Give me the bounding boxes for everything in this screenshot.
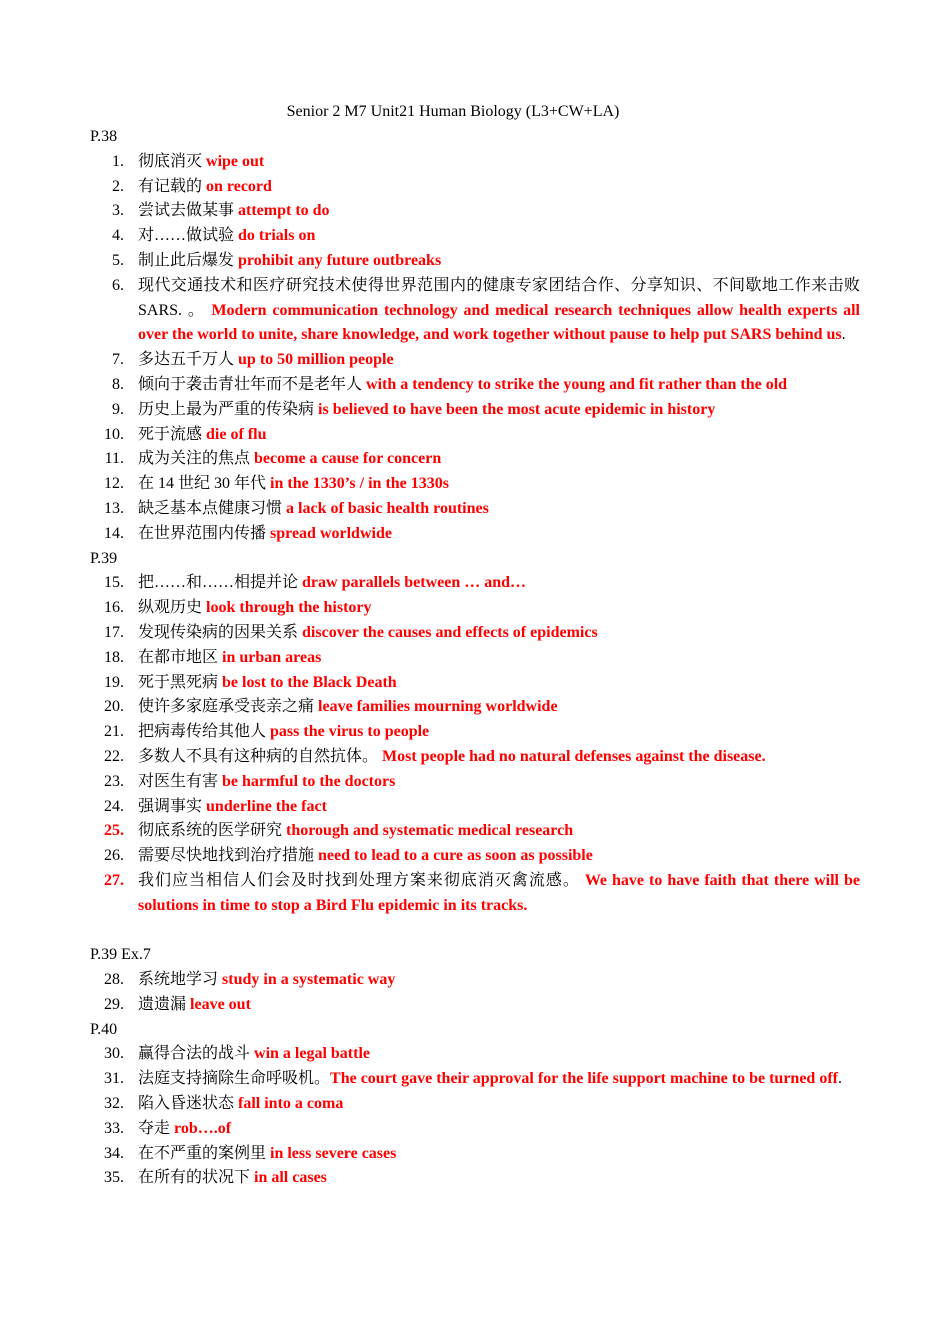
chinese-prompt: 把病毒传给其他人 bbox=[138, 723, 271, 741]
english-answer: discover the causes and effects of epidemics bbox=[302, 623, 598, 641]
list-item bbox=[90, 373, 860, 398]
section-heading: P.38 bbox=[90, 128, 118, 145]
english-answer: in urban areas bbox=[222, 648, 322, 666]
list-item bbox=[90, 472, 860, 497]
list-item bbox=[90, 770, 860, 795]
trailing-punctuation: . bbox=[837, 1070, 842, 1088]
list-item bbox=[90, 522, 860, 547]
chinese-prompt: 现代交通技术和医疗研究技术使得世界范围内的健康专家团结合作、分享知识、不间歇地工作来击败 SARS. 。 bbox=[138, 276, 860, 319]
item-number: 19. bbox=[104, 673, 124, 691]
item-number: 14. bbox=[104, 524, 124, 542]
english-answer: rob….of bbox=[174, 1119, 232, 1137]
chinese-prompt: 需要尽快地找到治疗措施 bbox=[138, 847, 319, 865]
english-answer: study in a systematic way bbox=[222, 971, 396, 989]
english-answer: leave families mourning worldwide bbox=[318, 698, 558, 716]
chinese-prompt: 成为关注的焦点 bbox=[138, 450, 255, 468]
item-number: 12. bbox=[104, 475, 124, 493]
english-answer: is believed to have been the most acute epidemic in history bbox=[318, 400, 716, 418]
chinese-prompt: 纵观历史 bbox=[138, 599, 207, 617]
english-answer: a lack of basic health routines bbox=[286, 499, 489, 517]
list-item bbox=[90, 175, 860, 200]
chinese-prompt: 多达五千万人 bbox=[138, 351, 239, 369]
chinese-prompt: 彻底系统的医学研究 bbox=[138, 822, 287, 840]
english-answer: in the 1330’s / in the 1330s bbox=[270, 475, 449, 493]
chinese-prompt: 在都市地区 bbox=[138, 648, 223, 666]
english-answer: up to 50 million people bbox=[238, 351, 394, 369]
english-answer: attempt to do bbox=[238, 202, 330, 220]
item-number: 21. bbox=[104, 723, 124, 741]
english-answer: underline the fact bbox=[206, 797, 327, 815]
item-number: 35. bbox=[104, 1169, 124, 1187]
chinese-prompt: 死于黑死病 bbox=[138, 673, 223, 691]
document-title: Senior 2 M7 Unit21 Human Biology (L3+CW+LA) bbox=[286, 103, 620, 120]
english-answer: Most people had no natural defenses against the disease. bbox=[382, 747, 766, 765]
item-number: 1. bbox=[112, 152, 124, 170]
english-answer: We have to have faith that there will be solutions in time to stop a Bird Flu epidemic in its tracks. bbox=[138, 871, 860, 914]
english-answer: prohibit any future outbreaks bbox=[238, 251, 442, 269]
chinese-prompt: 多数人不具有这种病的自然抗体。 bbox=[138, 747, 383, 765]
item-number: 24. bbox=[104, 797, 124, 815]
item-number: 11. bbox=[104, 450, 124, 468]
item-number: 30. bbox=[104, 1045, 124, 1063]
item-number: 32. bbox=[104, 1095, 124, 1113]
item-number: 22. bbox=[104, 747, 124, 765]
english-answer: with a tendency to strike the young and fit rather than the old bbox=[366, 375, 788, 393]
item-number: 17. bbox=[104, 623, 124, 641]
list-item bbox=[90, 695, 860, 720]
list-item bbox=[90, 869, 860, 919]
list-item bbox=[90, 249, 860, 274]
chinese-prompt: 系统地学习 bbox=[138, 971, 223, 989]
list-item bbox=[90, 447, 860, 472]
english-answer: draw parallels between … and… bbox=[302, 574, 527, 592]
chinese-prompt: 赢得合法的战斗 bbox=[138, 1045, 255, 1063]
list-item bbox=[90, 671, 860, 696]
list-item bbox=[90, 1092, 860, 1117]
chinese-prompt: 尝试去做某事 bbox=[138, 202, 239, 220]
list-item bbox=[90, 993, 860, 1018]
list-item bbox=[90, 398, 860, 423]
english-answer: become a cause for concern bbox=[254, 450, 442, 468]
list-item bbox=[90, 150, 860, 175]
list-item bbox=[90, 199, 860, 224]
list-item bbox=[90, 1117, 860, 1142]
vocabulary-list bbox=[90, 125, 860, 1191]
list-item bbox=[90, 348, 860, 373]
item-number: 23. bbox=[104, 772, 124, 790]
trailing-punctuation: . bbox=[841, 326, 846, 344]
english-answer: thorough and systematic medical research bbox=[286, 822, 574, 840]
chinese-prompt: 强调事实 bbox=[138, 797, 207, 815]
blank-line bbox=[90, 919, 860, 944]
item-number: 3. bbox=[112, 202, 124, 220]
list-item bbox=[90, 423, 860, 448]
english-answer: in all cases bbox=[254, 1169, 327, 1187]
item-number: 9. bbox=[112, 400, 124, 418]
item-number: 10. bbox=[104, 425, 124, 443]
chinese-prompt: 倾向于袭击青壮年而不是老年人 bbox=[138, 375, 367, 393]
chinese-prompt: 彻底消灭 bbox=[138, 152, 207, 170]
item-number: 8. bbox=[112, 375, 124, 393]
item-number: 5. bbox=[112, 251, 124, 269]
english-answer: win a legal battle bbox=[254, 1045, 371, 1063]
english-answer: do trials on bbox=[238, 227, 316, 245]
list-item bbox=[90, 1166, 860, 1191]
english-answer: in less severe cases bbox=[270, 1144, 397, 1162]
chinese-prompt: 把……和……相提并论 bbox=[138, 574, 303, 592]
list-item bbox=[90, 1142, 860, 1167]
list-item bbox=[90, 795, 860, 820]
english-answer: be harmful to the doctors bbox=[222, 772, 396, 790]
list-item bbox=[90, 621, 860, 646]
chinese-prompt: 死于流感 bbox=[138, 425, 207, 443]
english-answer: The court gave their approval for the life support machine to be turned off bbox=[330, 1070, 838, 1088]
section-heading: P.39 bbox=[90, 549, 118, 567]
chinese-prompt: 发现传染病的因果关系 bbox=[138, 623, 303, 641]
item-number: 25. bbox=[104, 822, 124, 840]
english-answer: Modern communication technology and medical research techniques allow health experts all over the world to unite, share knowledge, and work together without pause to help put SARS behind us bbox=[138, 301, 861, 344]
chinese-prompt: 遗遗漏 bbox=[138, 995, 191, 1013]
english-answer: spread worldwide bbox=[270, 524, 392, 542]
list-item bbox=[90, 745, 860, 770]
english-answer: need to lead to a cure as soon as possible bbox=[318, 847, 593, 865]
item-number: 27. bbox=[104, 871, 124, 889]
item-number: 20. bbox=[104, 698, 124, 716]
chinese-prompt: 有记载的 bbox=[138, 177, 207, 195]
list-item bbox=[90, 646, 860, 671]
english-answer: die of flu bbox=[206, 425, 267, 443]
chinese-prompt: 夺走 bbox=[138, 1119, 175, 1137]
list-item bbox=[90, 844, 860, 869]
list-item bbox=[90, 968, 860, 993]
english-answer: on record bbox=[206, 177, 272, 195]
item-number: 15. bbox=[104, 574, 124, 592]
chinese-prompt: 制止此后爆发 bbox=[138, 251, 239, 269]
chinese-prompt: 对医生有害 bbox=[138, 772, 223, 790]
item-number: 18. bbox=[104, 648, 124, 666]
chinese-prompt: 法庭支持摘除生命呼吸机。 bbox=[138, 1070, 331, 1088]
item-number: 4. bbox=[112, 227, 124, 245]
item-number: 28. bbox=[104, 971, 124, 989]
item-number: 7. bbox=[112, 351, 124, 369]
chinese-prompt: 我们应当相信人们会及时找到处理方案来彻底消灭禽流感。 bbox=[138, 871, 585, 889]
item-number: 33. bbox=[104, 1119, 124, 1137]
item-number: 29. bbox=[104, 995, 124, 1013]
item-number: 16. bbox=[104, 599, 124, 617]
english-answer: look through the history bbox=[206, 599, 372, 617]
list-item bbox=[90, 1042, 860, 1067]
item-number: 2. bbox=[112, 177, 124, 195]
list-item bbox=[90, 274, 860, 348]
chinese-prompt: 在 14 世纪 30 年代 bbox=[138, 475, 271, 493]
item-number: 6. bbox=[112, 276, 124, 294]
list-item bbox=[90, 1067, 860, 1092]
section-heading: P.40 bbox=[90, 1020, 118, 1038]
chinese-prompt: 在不严重的案例里 bbox=[138, 1144, 271, 1162]
list-item bbox=[90, 224, 860, 249]
item-number: 34. bbox=[104, 1144, 124, 1162]
section-heading: P.39 Ex.7 bbox=[90, 946, 151, 964]
list-item bbox=[90, 720, 860, 745]
item-number: 31. bbox=[104, 1070, 124, 1088]
english-answer: be lost to the Black Death bbox=[222, 673, 397, 691]
chinese-prompt: 陷入昏迷状态 bbox=[138, 1095, 239, 1113]
item-number: 13. bbox=[104, 499, 124, 517]
chinese-prompt: 在世界范围内传播 bbox=[138, 524, 271, 542]
chinese-prompt: 缺乏基本点健康习惯 bbox=[138, 499, 287, 517]
english-answer: leave out bbox=[190, 995, 251, 1013]
list-item bbox=[90, 497, 860, 522]
chinese-prompt: 使许多家庭承受丧亲之痛 bbox=[138, 698, 319, 716]
english-answer: pass the virus to people bbox=[270, 723, 430, 741]
chinese-prompt: 在所有的状况下 bbox=[138, 1169, 255, 1187]
item-number: 26. bbox=[104, 847, 124, 865]
list-item bbox=[90, 571, 860, 596]
chinese-prompt: 历史上最为严重的传染病 bbox=[138, 400, 319, 418]
english-answer: fall into a coma bbox=[238, 1095, 344, 1113]
list-item bbox=[90, 596, 860, 621]
english-answer: wipe out bbox=[206, 152, 265, 170]
list-item bbox=[90, 819, 860, 844]
chinese-prompt: 对……做试验 bbox=[138, 227, 239, 245]
